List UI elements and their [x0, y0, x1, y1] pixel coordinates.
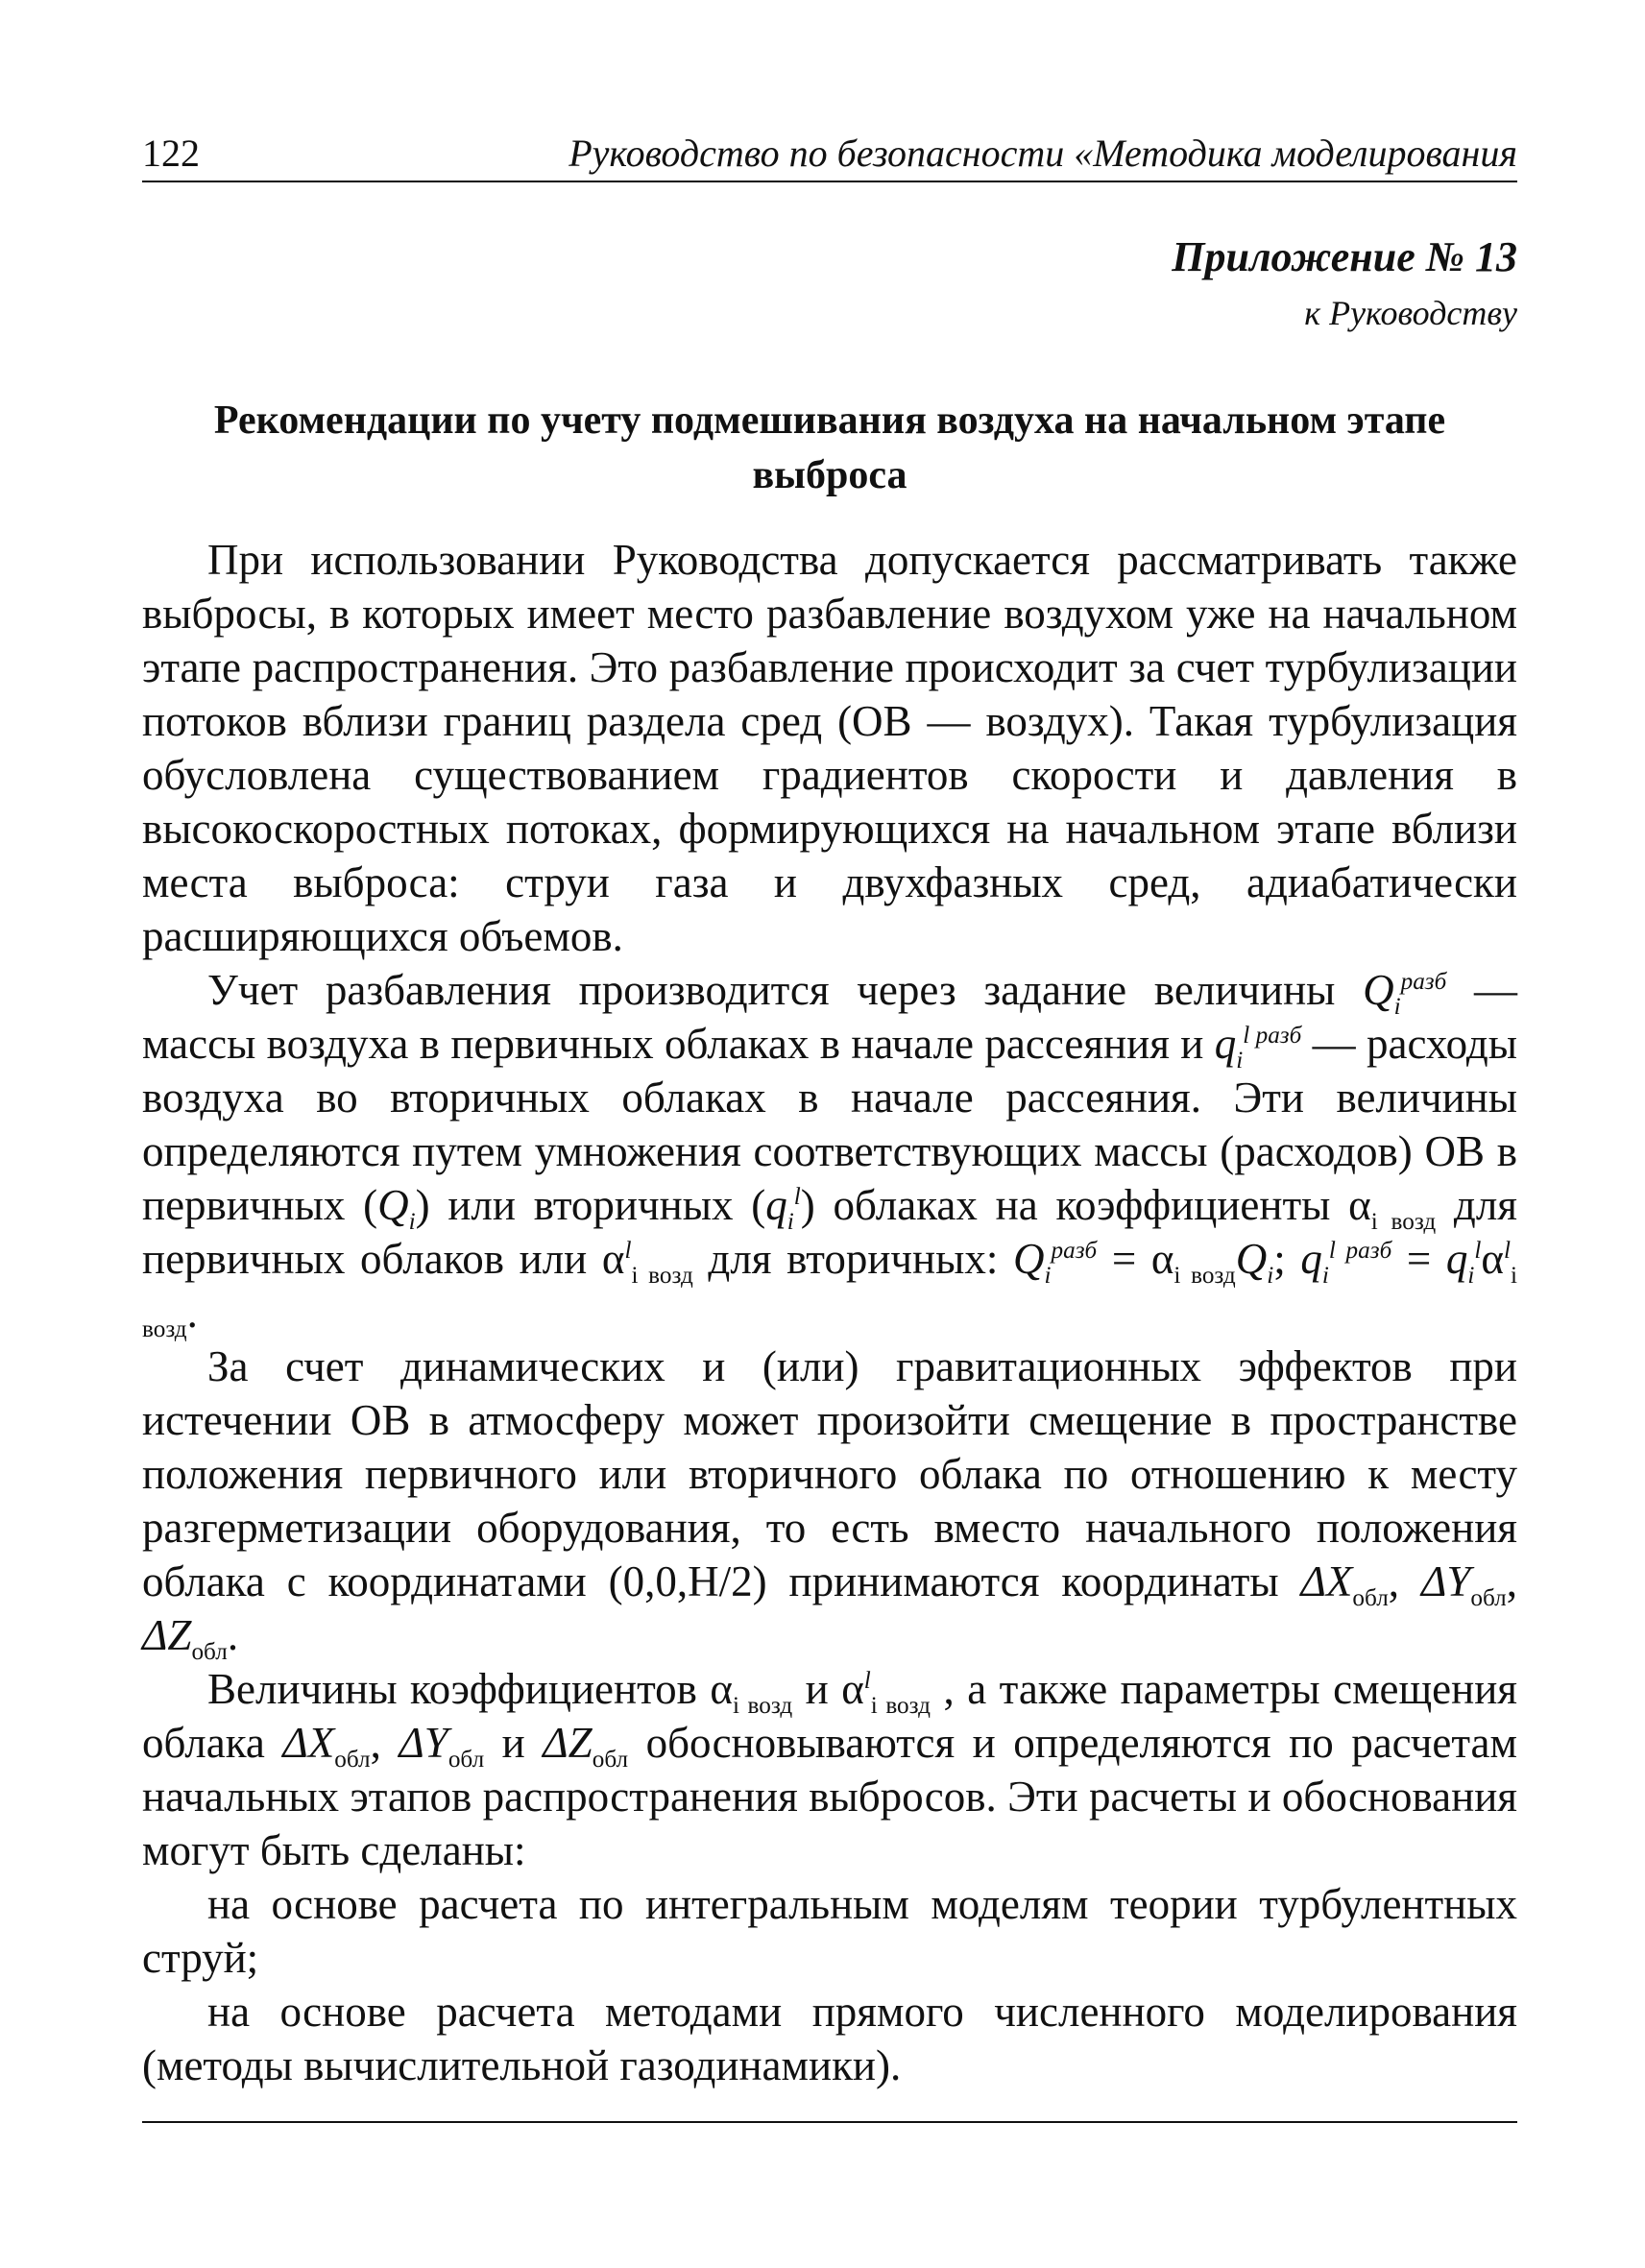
formula-alpha-l-vozd-3: $\alpha^l_{i возд}$	[841, 1665, 931, 1719]
footer-rule	[142, 2121, 1517, 2123]
document-title: Рекомендации по учету подмешивания воздуха на начальном этапе выброса	[213, 398, 1446, 497]
formula-qi-l: $q_i^l$	[765, 1181, 801, 1235]
formula-alpha-vozd-2: $\alpha_{i возд}$	[1150, 1235, 1236, 1289]
appendix-subtitle: к Руководству	[1304, 294, 1517, 332]
paragraph-4: Величины коэффициентов $\alpha_{i возд}$ и $\alpha^l_{i возд}$ , а также параметры смещения облака $\Delta X_{обл}$, $\Delta Y_{обл}$ и $\Delta Z_{обл}$ обосновываются и определяются по расчетам начальных этапов распространения выбросов. Эти расчеты и обоснования могут быть сделаны:	[142, 1665, 1518, 1874]
appendix-label	[142, 227, 1517, 338]
paragraph-5: на основе расчета по интегральным моделям теории турбулентных струй;	[142, 1880, 1517, 1982]
formula-q-razb-2: $q_i^{l разб}$	[1300, 1235, 1392, 1289]
formula-qi-l-2: $q_i^l$	[1445, 1235, 1482, 1289]
formula-dZ-2: $\Delta Z_{обл}$	[543, 1719, 629, 1773]
running-header	[142, 125, 1517, 182]
formula-Qi: $Q_i$	[377, 1181, 416, 1235]
paragraph-1: При использовании Руководства допускается рассматривать также выбросы, в которых имеет место разбавление воздухом уже на начальном этапе распространения. Это разбавление происходит за счет турбулизации потоков вблизи границ раздела сред (ОВ — воздух). Такая турбулизация обусловлена существованием градиентов скорости и давления в высокоскоростных потоках, формирующихся на начальном этапе вблизи места выброса: струи газа и двухфазных сред, адиабатически расширяющихся объемов.	[142, 536, 1517, 960]
appendix-title: Приложение № 13	[1172, 233, 1517, 280]
formula-dX: $\Delta X_{обл}$	[1300, 1557, 1389, 1611]
formula-dZ: $\Delta Z_{обл}$	[142, 1611, 228, 1665]
header-rule	[142, 181, 1517, 182]
paragraph-2: Учет разбавления производится через задание величины $Q_i^{разб}$ — массы воздуха в первичных облаках в начале рассеяния и $q_i^{l разб}$ — расходы воздуха во вторичных облаках в начале рассеяния. Эти величины определяются путем умножения соответствующих массы (расходов) ОВ в первичных $(Q_i)$ или вторичных $(q_i^l)$ облаках на коэффициенты $\alpha_{i возд}$ для первичных облаков или $\alpha^l_{i возд}$ для вторичных: $Q_i^{разб} = \alpha_{i возд}Q_i$; $q_i^{l разб} = q_i^l\alpha^l_{i возд}$.	[142, 966, 1518, 1342]
paragraph-3: За счет динамических и (или) гравитационных эффектов при истечении ОВ в атмосферу может произойти смещение в пространстве положения первичного или вторичного облака по отношению к месту разгерметизации оборудования, то есть вместо начального положения облака с координатами (0,0,Н/2) принимаются координаты $\Delta X_{обл}$, $\Delta Y_{обл}$, $\Delta Z_{обл}$.	[142, 1342, 1517, 1665]
paragraph-6: на основе расчета методами прямого численного моделирования (методы вычислительной газодинамики).	[142, 1988, 1517, 2089]
formula-alpha-vozd-3: $\alpha_{i возд}$	[710, 1665, 793, 1719]
formula-q-razb: $q_i^{l разб}$	[1214, 1020, 1302, 1074]
formula-alpha-vozd: $\alpha_{i возд}$	[1348, 1181, 1437, 1235]
formula-dX-2: $\Delta X_{обл}$	[282, 1719, 371, 1773]
formula-dY-2: $\Delta Y_{обл}$	[399, 1719, 485, 1773]
formula-alpha-l-vozd-2: $\alpha^l_{i возд}$	[142, 1235, 1517, 1342]
formula-alpha-l-vozd: $\alpha^l_{i возд}$	[601, 1235, 693, 1289]
running-title: Руководство по безопасности «Методика моделирования	[568, 132, 1517, 175]
body-text	[142, 533, 1517, 2092]
formula-Q-razb-2: $Q_i^{разб}$	[1013, 1235, 1098, 1289]
formula-Qi-2: $Q_i$	[1235, 1235, 1274, 1289]
formula-Q-razb: $Q_i^{разб}$	[1363, 966, 1447, 1020]
formula-dY: $\Delta Y_{обл}$	[1420, 1557, 1507, 1611]
page-number: 122	[142, 132, 200, 175]
page	[142, 125, 1517, 2092]
